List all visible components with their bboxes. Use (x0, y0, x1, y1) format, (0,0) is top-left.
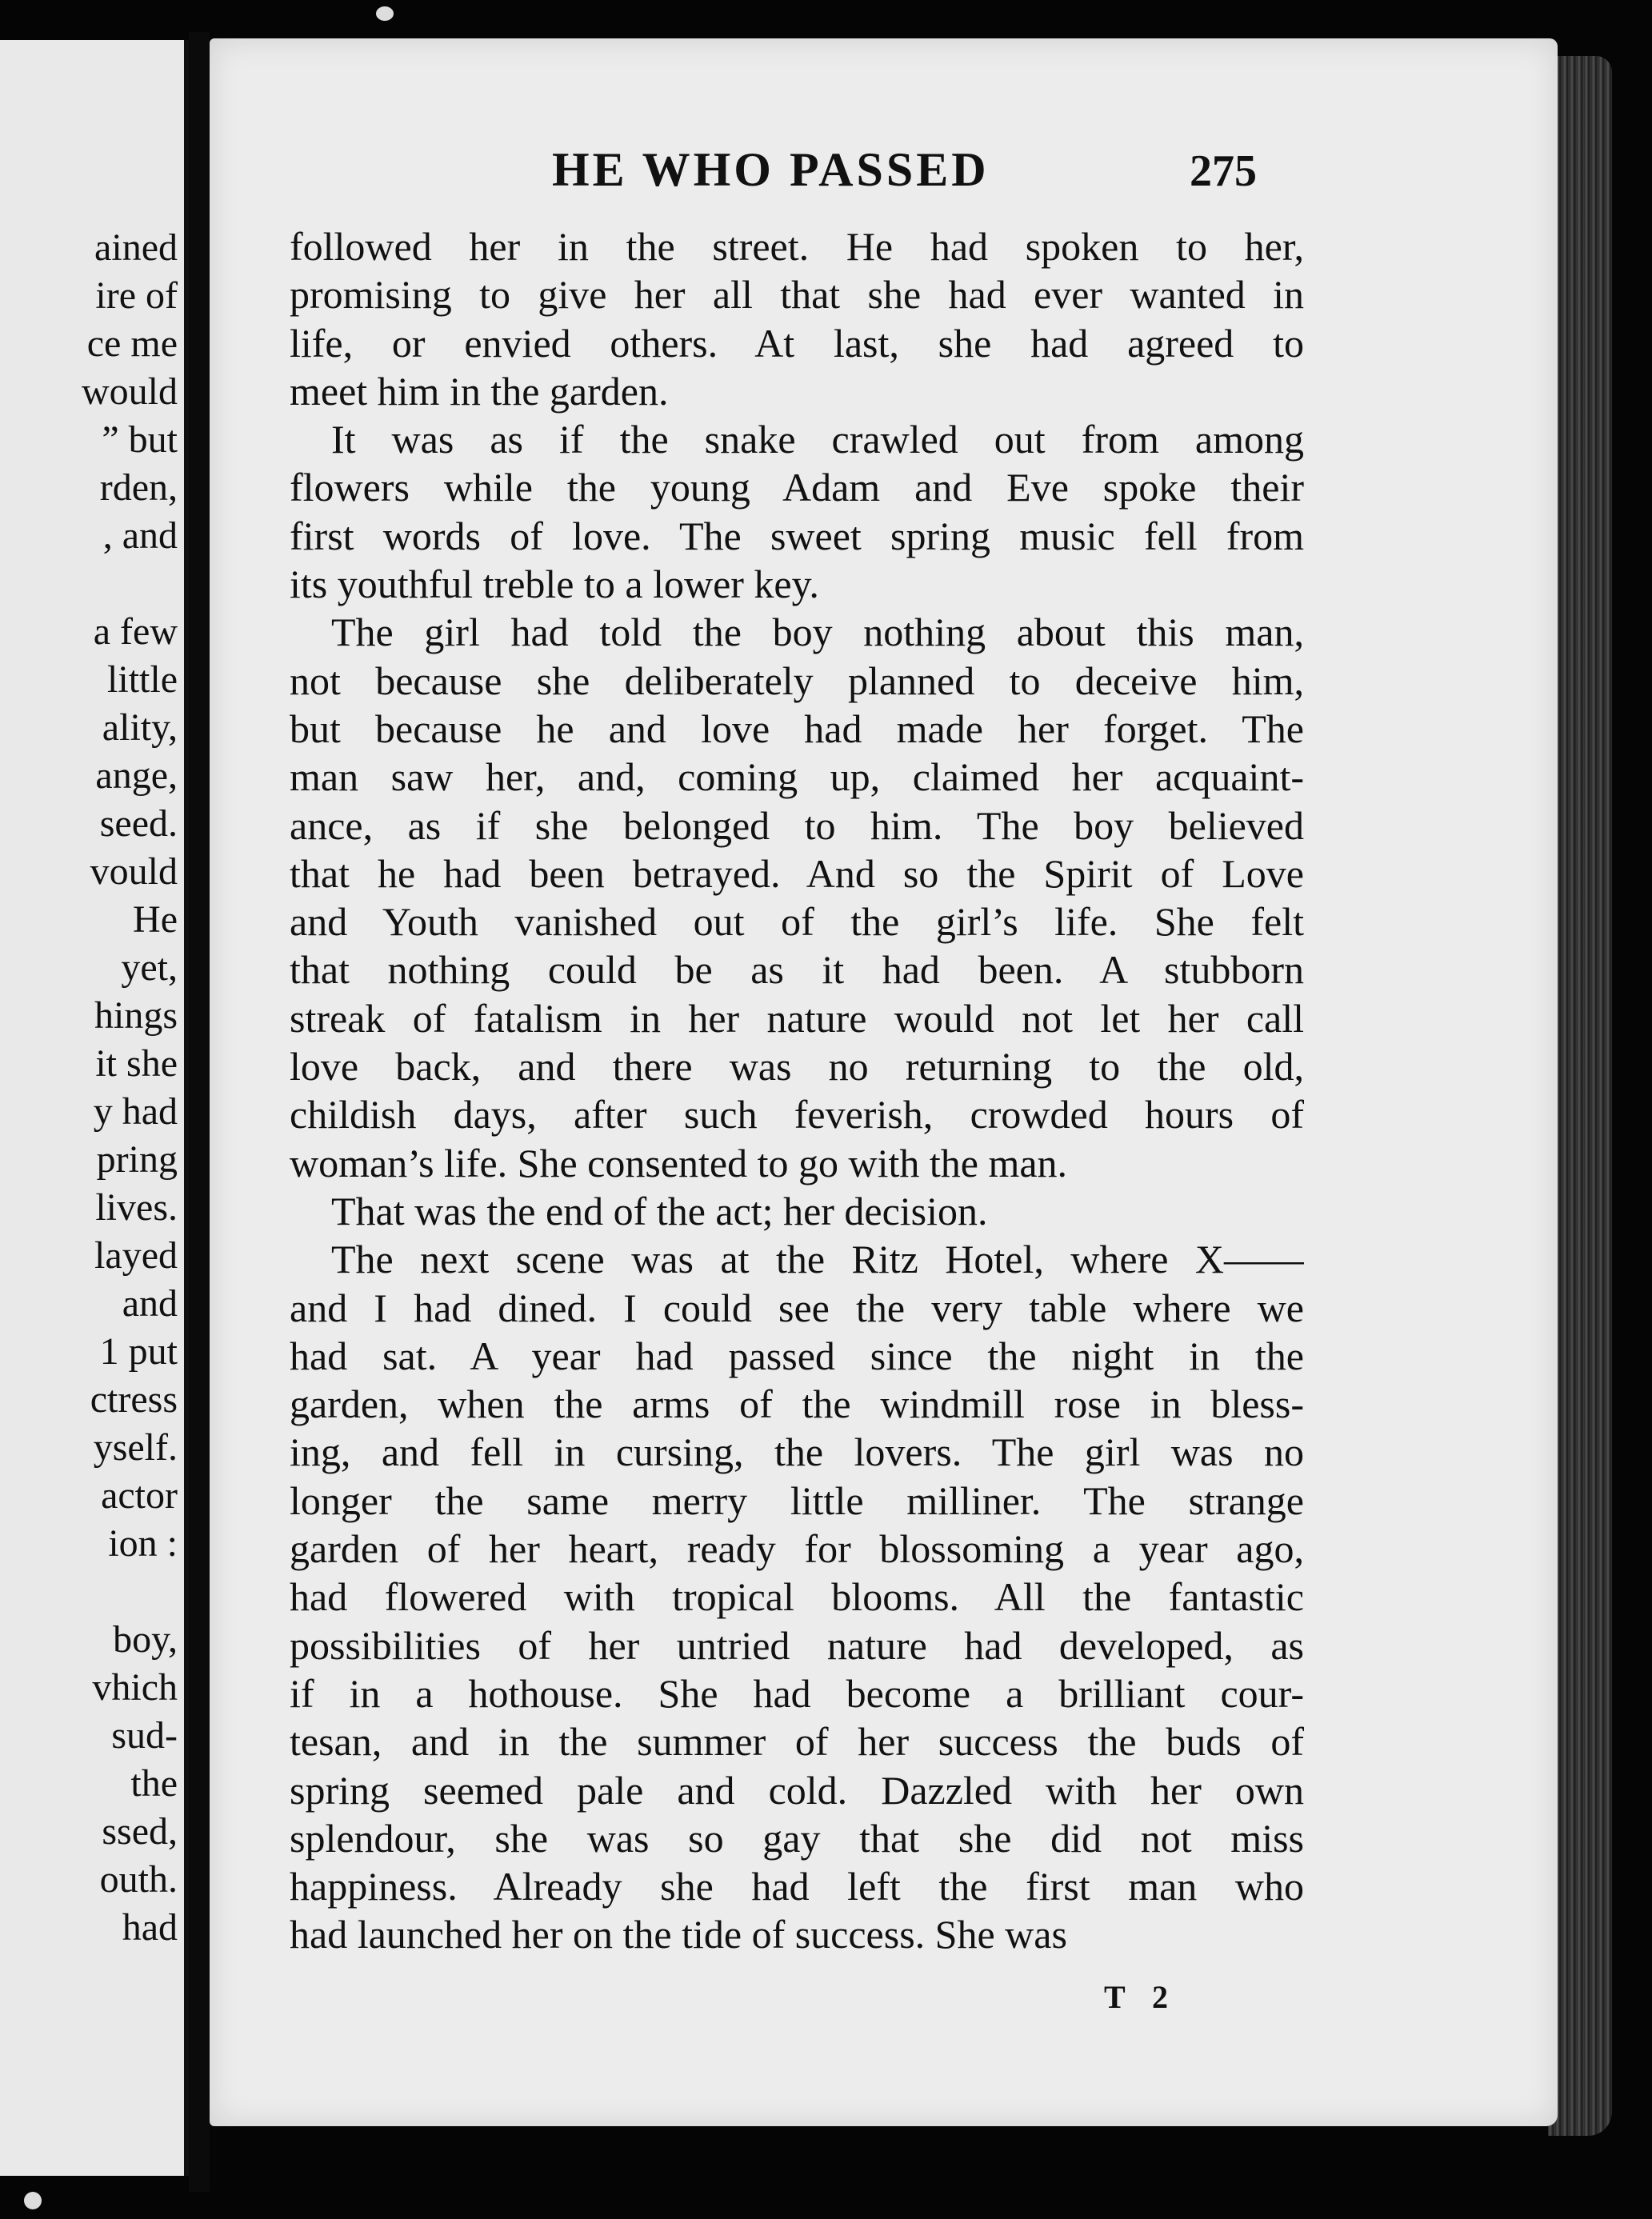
previous-page-line: it she (95, 1042, 178, 1085)
paragraph (290, 608, 1304, 1187)
previous-page-line: lives. (95, 1186, 178, 1229)
text-line: man saw her, and, coming up, claimed her acquaint- (290, 754, 1304, 800)
text-line: life, or envied others. At last, she had agreed to (290, 320, 1304, 366)
text-line: The girl had told the boy nothing about this man, (331, 610, 1304, 655)
text-line: The next scene was at the Ritz Hotel, where X—— (331, 1237, 1304, 1282)
previous-page-line: ” but (102, 418, 178, 461)
text-line: followed her in the street. He had spoken to her, (290, 224, 1304, 269)
paragraph (290, 222, 1304, 415)
previous-page-line: vould (90, 850, 178, 893)
previous-page-line: ce me (86, 322, 178, 365)
previous-page-line: He (133, 898, 178, 941)
text-line: woman’s life. She consented to go with the man. (290, 1140, 1068, 1185)
previous-page-line: had (122, 1906, 178, 1949)
previous-page-line: pring (96, 1138, 178, 1181)
previous-page-line (82, 1568, 178, 1616)
text-line: That was the end of the act; her decision. (331, 1188, 988, 1233)
text-line: that he had been betrayed. And so the Spirit of Love (290, 850, 1304, 896)
previous-page-line: ctress (90, 1378, 178, 1421)
previous-page-line: , and (102, 514, 178, 557)
text-line: had sat. A year had passed since the night in the (290, 1333, 1304, 1378)
text-line: ance, as if she belonged to him. The boy believed (290, 802, 1304, 848)
previous-page-line: ange, (95, 754, 178, 797)
text-line: if in a hothouse. She had become a brilliant cour- (290, 1670, 1304, 1716)
book-page (210, 38, 1558, 2126)
paragraph (290, 415, 1304, 608)
previous-page-line: rden, (99, 466, 178, 509)
text-line: but because he and love had made her forget. The (290, 706, 1304, 751)
text-line: and I had dined. I could see the very table where we (290, 1285, 1304, 1330)
text-line: spring seemed pale and cold. Dazzled with her own (290, 1767, 1304, 1813)
running-title: HE WHO PASSED (552, 143, 990, 196)
previous-page-line: yself. (93, 1426, 178, 1469)
text-line: had flowered with tropical blooms. All the fantastic (290, 1574, 1304, 1620)
text-line: that nothing could be as it had been. A stubborn (290, 947, 1304, 993)
previous-page-line (82, 560, 178, 608)
previous-page-line: ained (94, 226, 178, 269)
text-line: not because she deliberately planned to deceive him, (290, 658, 1304, 703)
previous-page-line: boy, (113, 1618, 178, 1661)
text-line: meet him in the garden. (290, 368, 669, 414)
previous-page-line: would (82, 370, 178, 413)
text-line: tesan, and in the summer of her success the buds of (290, 1719, 1304, 1765)
previous-page-line: layed (94, 1234, 178, 1277)
previous-page-line: ality, (102, 706, 178, 749)
text-line: its youthful treble to a lower key. (290, 562, 819, 607)
text-line: had launched her on the tide of success. She was (290, 1912, 1067, 1957)
text-line: promising to give her all that she had ever wanted in (290, 272, 1304, 318)
previous-page-line: sud- (111, 1714, 178, 1757)
book-gutter (189, 32, 210, 2192)
previous-page-line: seed. (99, 802, 178, 845)
scan-speck (24, 2192, 42, 2209)
previous-page-fragment (0, 40, 189, 2176)
scan-speck (376, 6, 394, 21)
text-line: love back, and there was no returning to the old, (290, 1044, 1304, 1090)
page-edges (1548, 56, 1612, 2136)
previous-page-line: yet, (121, 946, 178, 989)
previous-page-line: outh. (99, 1858, 178, 1901)
previous-page-line-endings (82, 224, 178, 1952)
page-number: 275 (1190, 146, 1257, 196)
previous-page-line: the (130, 1762, 178, 1805)
text-line: It was as if the snake crawled out from among (331, 417, 1304, 462)
paragraph (290, 1235, 1304, 1958)
text-line: garden of her heart, ready for blossoming a year ago, (290, 1526, 1304, 1572)
text-line: flowers while the young Adam and Eve spoke their (290, 465, 1304, 510)
text-line: first words of love. The sweet spring music fell from (290, 513, 1304, 558)
previous-page-line: ion : (108, 1522, 178, 1565)
previous-page-line: 1 put (99, 1330, 178, 1373)
running-head (210, 142, 1558, 206)
previous-page-line: y had (93, 1090, 178, 1133)
previous-page-line: ssed, (102, 1810, 178, 1853)
previous-page-line: vhich (92, 1666, 178, 1709)
text-line: longer the same merry little milliner. The strange (290, 1477, 1304, 1523)
previous-page-line: and (122, 1282, 178, 1325)
signature-mark: T 2 (1104, 1979, 1178, 2015)
previous-page-line: hings (94, 994, 178, 1037)
text-line: streak of fatalism in her nature would not let her call (290, 995, 1304, 1041)
previous-page-line: ire of (95, 274, 178, 317)
text-line: garden, when the arms of the windmill rose in bless- (290, 1381, 1304, 1427)
text-line: possibilities of her untried nature had developed, as (290, 1622, 1304, 1668)
previous-page-line: actor (101, 1474, 178, 1517)
previous-page-line: a few (93, 610, 178, 653)
text-line: happiness. Already she had left the first man who (290, 1864, 1304, 1909)
previous-page-line: little (107, 658, 178, 701)
paragraph (290, 1187, 1304, 1235)
text-line: childish days, after such feverish, crowded hours of (290, 1092, 1304, 1137)
body-text (290, 222, 1304, 1959)
text-line: and Youth vanished out of the girl’s life. She felt (290, 899, 1304, 945)
text-line: ing, and fell in cursing, the lovers. The girl was no (290, 1429, 1304, 1475)
text-line: splendour, she was so gay that she did not miss (290, 1815, 1304, 1861)
